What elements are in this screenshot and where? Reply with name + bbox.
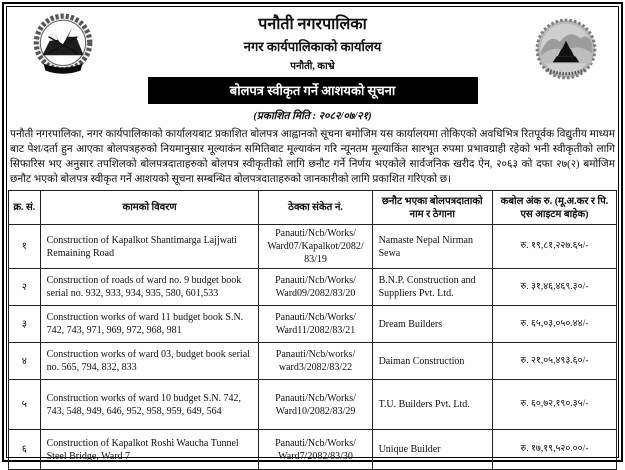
column-header-1: कामको विवरण [40,191,259,225]
sn-cell: ३ [9,306,41,343]
bidder-cell: B.N.P. Construction and Suppliers Pvt. Ltd. [372,269,492,306]
bidder-cell: T.U. Builders Pvt. Ltd. [372,380,492,430]
table-row [9,269,617,306]
amount-cell: रु. ६५,०३,०५०.४४/- [492,306,616,343]
amount-cell: रु. ३१,४६,४६९.३०/- [492,269,616,306]
contract-cell: Panauti/​Ncb/​Works/​Ward11/​2082/​83/​21 [259,306,372,343]
bidder-cell: Namaste Nepal Nirman Sewa [372,225,492,269]
sn-cell: २ [9,269,41,306]
work-cell: Construction of Kapalkot Roshi Waucha Tunnel Steel Bridge, Ward 7 [40,430,259,470]
contract-cell: Panauti/​Ncb/​Works/​Ward10/​2082/​83/​29 [259,380,372,430]
work-cell: Construction of roads of ward no. 9 budget book serial no. 932, 933, 934, 935, 580, 601,533 [40,269,259,306]
amount-cell: रु. १७,१९,५२०.००/- [492,430,616,470]
work-cell: Construction works of ward 03, budget book serial no. 565, 794, 832, 833 [40,343,259,380]
work-cell: Construction works of ward 11 budget book S.N. 742, 743, 971, 969, 972, 968, 981 [40,306,259,343]
office-address: पनौती, काभ्रे [123,58,503,72]
column-header-3: छनौट भएका बोलपत्रदाताको नाम र ठेगाना [372,191,492,225]
bidder-cell: Daiman Construction [372,343,492,380]
office-name: नगर कार्यपालिकाको कार्यालय [123,37,503,55]
bidder-cell: Unique Builder [372,430,492,470]
table-header-row [9,191,617,225]
work-cell: Construction of Kapalkot Shantimarga Lajjwati Remaining Road [40,225,259,269]
published-date: (प्रकाशित मिति : २०८२/०७/२१) [123,109,503,123]
sn-cell: ४ [9,343,41,380]
table-row [9,225,617,269]
notice-title-banner: बोलपत्र स्वीकृत गर्ने आशयको सूचना [148,77,478,104]
sn-cell: ५ [9,380,41,430]
contract-cell: Panauti/​Ncb/​Works/​Ward7/​2082/​83/​30 [259,430,372,470]
sn-cell: ६ [9,430,41,470]
notice-body-text: पनौती नगरपालिका, नगर कार्यपालिकाको कार्यालयबाट प्रकाशित बोलपत्र आह्वानको सूचना बमोजिम यस कार्यालयमा तोकिएको अवधिभित्र रितपूर्वक विद्युतीय माध्यम बाट पेश/दर्ता हुन आएका बोलपत्रहरुको नियमानुसार मूल्याकंन समितिबाट मूल्याकंन गरि न्यूनतम मूल्याकिंत सारभूत रुपमा प्रभावग्राही रहेको भनी स्वीकृतीको लागि सिफारिस भए अनुसार तपशिलको बोलपत्रदाताहरुको बोलपत्र स्वीकृतीको लागि छनौट गर्ने निर्णय भएकोले सार्वजनिक खरीद ऐन, २०६३ को दफा २७(२) बमोजिम छनौट भएको बोलपत्र स्वीकृत गर्ने आशयको सूचना सम्बन्धित बोलपत्रदाताहरुको जानकारीको लागि प्रकाशित गरिएको छ। [10,127,615,187]
work-cell: Construction works of ward 10 budget S.N. 742, 743, 548, 949, 646, 952, 958, 959, 649, 564 [40,380,259,430]
column-header-0: क्र. सं. [9,191,41,225]
contract-cell: Panauti/​Ncb/​works/​ward3/​2082/​83/​22 [259,343,372,380]
sn-cell: १ [9,225,41,269]
contract-cell: Panauti/​Ncb/​Works/​Ward09/​2082/​83/​20 [259,269,372,306]
amount-cell: रु. ६०,७२,१९०.३५/- [492,380,616,430]
municipality-seal-icon [533,16,599,86]
contract-cell: Panauti/​Ncb/​Works/​Ward07/​Kapalkot/​2082/​83/​19 [259,225,372,269]
column-header-2: ठेक्का संकेत नं. [259,191,372,225]
table-row [9,380,617,430]
column-header-4: कबोल अंक रु. (मू.अ.कर र पि. एस आइटम बाहेक) [492,191,616,225]
table-row [9,343,617,380]
table-row [9,306,617,343]
bidder-cell: Dream Builders [372,306,492,343]
amount-cell: रु. २१,०५,४९३.६०/- [492,343,616,380]
municipality-name: पनौती नगरपालिका [123,12,503,34]
bid-results-table [8,190,617,470]
amount-cell: रु. १९,८१,२२७.६५/- [492,225,616,269]
nepal-emblem-icon [30,12,96,82]
